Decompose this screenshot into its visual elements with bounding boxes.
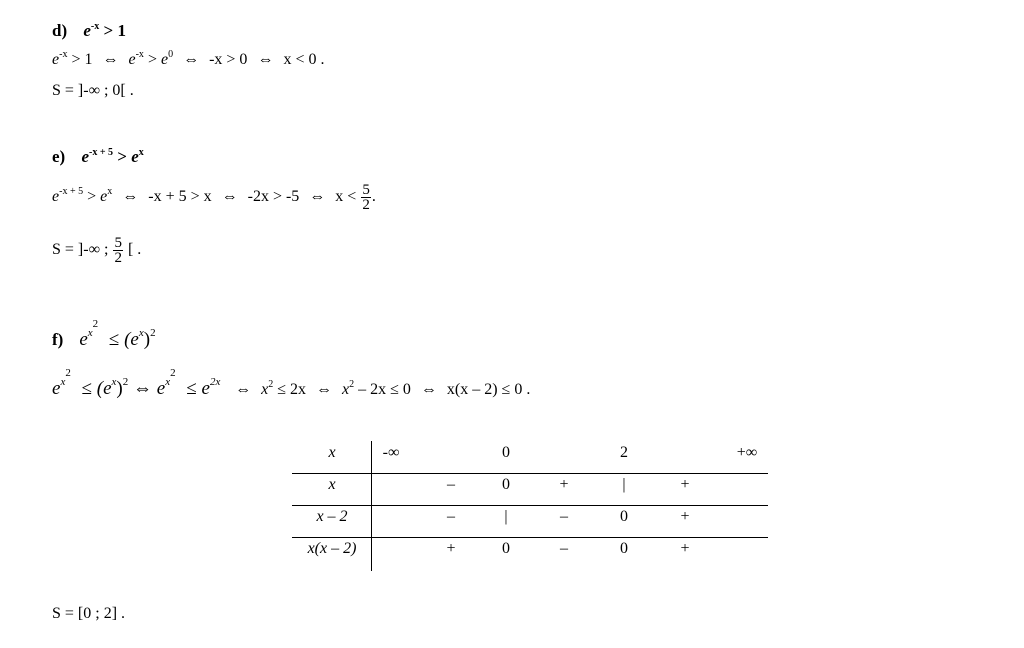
exponent: 2 — [122, 376, 129, 388]
table-cell: – — [447, 476, 455, 493]
formula-left — [52, 367, 225, 399]
inequality: -x > 0 — [209, 51, 248, 68]
exp-base: e — [52, 378, 61, 399]
table-cell: 0 — [620, 540, 628, 557]
exponent: x — [138, 327, 144, 339]
part-e-solution — [52, 233, 141, 267]
relation: > 1 — [71, 51, 93, 68]
table-divider — [292, 473, 768, 474]
part-d-heading — [52, 21, 126, 41]
inequality: x < — [335, 188, 357, 205]
part-f-solution: S = [0 ; 2] . — [52, 605, 126, 622]
table-cell: 0 — [502, 540, 510, 557]
inequality: ≤ 2x — [277, 381, 306, 398]
table-cell: – — [447, 508, 455, 525]
relation: > — [117, 147, 127, 166]
heading-formula — [79, 318, 156, 350]
relation: > 1 — [103, 21, 126, 40]
paren: ) — [116, 378, 123, 399]
sign-table — [292, 441, 768, 571]
fraction-numerator: 5 — [114, 234, 122, 251]
exponent: x — [87, 327, 93, 339]
equivalence-symbol: ⇔ — [183, 51, 200, 68]
exp-base: e — [131, 147, 139, 166]
exp-base: e — [160, 51, 169, 68]
relation: ≤ — [81, 378, 93, 399]
paren: ) — [143, 329, 151, 350]
exponent: 2 — [349, 379, 355, 390]
table-cell: 0 — [620, 508, 628, 525]
equivalence-symbol: ⇔ — [309, 188, 326, 205]
exponent: -x + 5 — [89, 147, 114, 158]
table-divider — [292, 537, 768, 538]
exponent: x — [111, 376, 117, 388]
exponent: 2 — [268, 379, 274, 390]
table-header-value: +∞ — [736, 444, 758, 461]
exp-base: e — [52, 51, 60, 68]
inequality: -2x > -5 — [247, 188, 300, 205]
fraction — [113, 236, 123, 265]
table-cell: – — [560, 540, 568, 557]
table-cell: + — [559, 476, 569, 493]
table-cell: + — [446, 540, 456, 557]
part-e-heading — [52, 147, 144, 167]
fraction-denominator: 2 — [362, 196, 370, 213]
fraction — [361, 183, 371, 212]
exponent: x — [60, 376, 66, 388]
table-row-label: x(x – 2) — [307, 540, 357, 557]
variable: x — [328, 476, 336, 493]
table-header-value: 2 — [620, 444, 628, 461]
equivalence-symbol: ⇔ — [420, 381, 437, 398]
table-cell: | — [504, 508, 508, 525]
table-divider — [292, 505, 768, 506]
exponent: x — [138, 147, 144, 158]
exp-base: e — [100, 188, 108, 205]
part-f-equivalence-line — [52, 367, 531, 400]
inequality: – 2x ≤ 0 — [358, 381, 411, 398]
table-cell: | — [622, 476, 626, 493]
part-e-equivalence-line — [52, 180, 376, 214]
table-row-label: x – 2 — [316, 508, 348, 525]
relation: ≤ — [186, 378, 197, 399]
part-label: e) — [52, 147, 66, 166]
relation: > — [87, 188, 97, 205]
table-header-value: 0 — [502, 444, 510, 461]
part-f-heading — [52, 318, 156, 351]
table-row-label — [328, 475, 335, 495]
table-cell: + — [680, 540, 690, 557]
exponent: 2x — [209, 376, 221, 388]
equivalence-symbol: ⇔ — [133, 378, 152, 399]
exponent: 2 — [150, 327, 156, 339]
table-header-label — [328, 443, 335, 463]
part-d-equivalence-line — [52, 50, 324, 70]
solution-suffix: [ . — [127, 241, 142, 258]
inequality: -x + 5 > x — [148, 188, 212, 205]
equivalence-symbol: ⇔ — [315, 381, 332, 398]
fraction-denominator: 2 — [114, 249, 122, 266]
exponent: 2 — [170, 367, 176, 379]
variable: x — [261, 381, 269, 398]
part-label: d) — [52, 21, 68, 40]
table-header-value: -∞ — [382, 444, 400, 461]
exponent: x — [107, 186, 113, 197]
part-label: f) — [52, 330, 64, 349]
punctuation: . — [371, 188, 376, 205]
table-cell: – — [560, 508, 568, 525]
exponent: 2 — [92, 318, 99, 330]
relation: ≤ — [108, 329, 120, 350]
exp-base: e — [201, 378, 210, 399]
table-divider — [371, 441, 372, 571]
exponent: 2 — [65, 367, 71, 379]
equivalence-symbol: ⇔ — [122, 188, 139, 205]
equivalence-symbol: ⇔ — [102, 51, 119, 68]
table-cell: + — [680, 508, 690, 525]
exp-base: e — [52, 188, 60, 205]
fraction-numerator: 5 — [362, 181, 370, 198]
exponent: -x — [90, 21, 100, 32]
inequality: x < 0 . — [283, 51, 325, 68]
exponent: x — [165, 376, 171, 388]
inequality: x(x – 2) ≤ 0 . — [446, 381, 531, 398]
exp-base: e — [83, 21, 91, 40]
table-cell: 0 — [502, 476, 510, 493]
exp-base: e — [156, 378, 166, 399]
expression: (e — [124, 329, 139, 350]
exponent: -x — [135, 49, 144, 60]
equivalence-symbol: ⇔ — [235, 381, 252, 398]
exponent: 0 — [168, 49, 174, 60]
exp-base: e — [79, 329, 88, 350]
exponent: -x — [59, 49, 68, 60]
variable: x — [328, 444, 336, 461]
solution-prefix: S = ]-∞ ; — [52, 241, 109, 258]
equivalence-symbol: ⇔ — [221, 188, 238, 205]
part-d-solution: S = ]-∞ ; 0[ . — [52, 82, 134, 99]
variable: x — [341, 381, 350, 398]
exp-base: e — [128, 51, 136, 68]
table-cell: + — [680, 476, 690, 493]
relation: > — [147, 51, 157, 68]
exponent: -x + 5 — [59, 186, 84, 197]
exp-base: e — [81, 147, 90, 166]
expression: (e — [96, 378, 112, 399]
equivalence-symbol: ⇔ — [257, 51, 274, 68]
